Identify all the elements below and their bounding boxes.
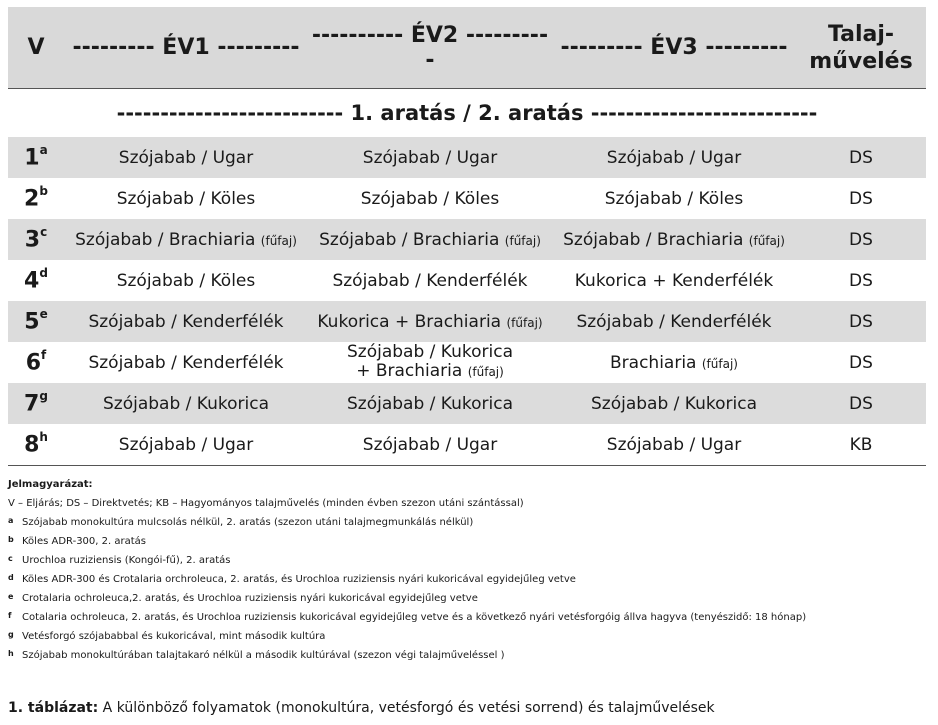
year1-cell: [64, 312, 308, 332]
legend-mark: c: [8, 554, 13, 563]
treatment-number-text: 6: [25, 350, 42, 376]
cell-text: Szójabab / Köles: [604, 188, 744, 209]
legend-item: [8, 551, 926, 570]
tillage-cell: [796, 148, 926, 168]
tillage-text: DS: [849, 147, 873, 168]
cell-text: Szójabab / Kukorica: [347, 393, 513, 414]
table-row: [8, 260, 926, 301]
year3-cell: [552, 230, 796, 250]
treatment-number: [8, 388, 64, 417]
table-row: [8, 219, 926, 260]
cell-text: Szójabab / Ugar: [118, 147, 254, 168]
treatment-number: [8, 429, 64, 458]
treatment-number-text: 3: [24, 227, 41, 253]
year3-cell: [552, 312, 796, 332]
cell-text: Kukorica + Brachiaria: [317, 311, 502, 332]
table-row: [8, 301, 926, 342]
treatment-footnote-mark: h: [39, 429, 48, 444]
legend-mark: b: [8, 535, 14, 544]
table-row: [8, 178, 926, 219]
tillage-cell: [796, 353, 926, 373]
legend-text: Köles ADR-300, 2. aratás: [22, 536, 146, 547]
treatment-footnote-mark: e: [39, 306, 48, 321]
legend-intro: V – Eljárás; DS – Direktvetés; KB – Hagyományos talajművelés (minden évben szezon utáni szántással): [8, 498, 524, 509]
treatment-number: [8, 265, 64, 294]
table-row: [8, 137, 926, 178]
treatment-number-text: 1: [24, 145, 40, 171]
year3-cell: [552, 435, 796, 455]
year3-cell: [552, 148, 796, 168]
cell-note: (fűfaj): [504, 233, 541, 248]
header-v: V: [27, 35, 45, 60]
cell-text: Szójabab / Brachiaria: [75, 229, 256, 250]
tillage-cell: [796, 230, 926, 250]
cell-text: Szójabab / Ugar: [362, 434, 498, 455]
harvest-label: -------------------------- 1. aratás / 2. aratás --------------------------: [8, 89, 926, 137]
legend-item: [8, 513, 926, 532]
treatment-footnote-mark: d: [39, 265, 48, 280]
header-talaj-line1: Talaj-: [827, 21, 895, 47]
year2-cell: [308, 230, 552, 250]
tillage-cell: [796, 312, 926, 332]
tillage-text: DS: [849, 229, 873, 250]
cell-text: Szójabab / Ugar: [606, 147, 742, 168]
treatment-number-text: 4: [24, 268, 40, 294]
tillage-cell: [796, 394, 926, 414]
year2-cell: [308, 271, 552, 291]
year3-cell: [552, 271, 796, 291]
treatment-number: [8, 183, 64, 212]
cell-text: Szójabab / Köles: [360, 188, 500, 209]
treatment-footnote-mark: c: [40, 224, 48, 239]
header-ev2: ---------- ÉV2 ----------: [311, 22, 549, 73]
tillage-text: DS: [849, 311, 873, 332]
cell-line: [308, 362, 552, 382]
tillage-cell: [796, 271, 926, 291]
legend-text: Szójabab monokultúrában talajtakaró nélkül a második kultúrával (szezon végi talajművelés​sel ): [22, 650, 505, 661]
cell-text: Szójabab / Köles: [116, 188, 256, 209]
header-talaj-line2: művelés: [809, 48, 913, 74]
header-ev1: --------- ÉV1 ---------: [72, 35, 300, 60]
treatment-number: [8, 142, 64, 171]
year2-cell: [308, 189, 552, 209]
caption-text: A különböző folyamatok (monokultúra, vetésforgó és vetési sorrend) és talajművelések: [98, 700, 715, 716]
cell-text: Kukorica + Kenderfélék: [574, 270, 774, 291]
legend-text: Vetésforgó szójababbal és kukoricával, mint második kultúra: [22, 631, 326, 642]
legend-mark: e: [8, 592, 14, 601]
legend-item: [8, 646, 926, 665]
cell-note: (fűfaj): [260, 233, 297, 248]
legend-text: Cotalaria ochroleuca, 2. aratás, és Urochloa ruziziensis kukoricával egyidejűleg vetve és a következő nyári vetésforgóig állva hagyva (tenyészidő: 18 hónap): [22, 612, 807, 623]
tillage-cell: [796, 189, 926, 209]
legend-mark: g: [8, 630, 14, 639]
legend-items: [8, 513, 926, 665]
cell-text: Szójabab / Ugar: [362, 147, 498, 168]
cell-line: [308, 343, 552, 362]
legend-text: Crotalaria ochroleuca,2. aratás, és Urochloa ruziziensis nyári kukoricával egyidejűleg vetve: [22, 593, 478, 604]
legend-item: [8, 608, 926, 627]
year1-cell: [64, 230, 308, 250]
legend-text: Szójabab monokultúra mulcsolás nélkül, 2. aratás (szezon utáni talajmegmunkálás nélkül): [22, 517, 474, 528]
year2-cell: [308, 343, 552, 382]
treatment-number: [8, 306, 64, 335]
treatment-number-text: 8: [24, 432, 40, 458]
legend-item: [8, 570, 926, 589]
year3-cell: [552, 353, 796, 373]
cell-text: Brachiaria: [610, 352, 697, 373]
table-header: [8, 7, 926, 89]
cell-note: (fűfaj): [748, 233, 785, 248]
legend-text: Köles ADR-300 és Crotalaria orchroleuca, 2. aratás, és Urochloa ruziziensis nyári kukoricával egyidejűleg vetve: [22, 574, 576, 585]
legend-mark: f: [8, 611, 12, 620]
cell-text: Szójabab / Kukorica: [103, 393, 269, 414]
treatment-number-text: 7: [24, 391, 40, 417]
cell-text: Szójabab / Kukorica: [347, 342, 513, 362]
cell-note: (fűfaj): [467, 365, 504, 379]
legend-item: [8, 589, 926, 608]
cell-text: Szójabab / Ugar: [606, 434, 742, 455]
tillage-text: DS: [849, 352, 873, 373]
legend: [8, 466, 926, 665]
legend-item: [8, 627, 926, 646]
year3-cell: [552, 394, 796, 414]
year2-cell: [308, 394, 552, 414]
cell-text: Szójabab / Kukorica: [591, 393, 757, 414]
table: [8, 7, 926, 665]
header-ev3: --------- ÉV3 ---------: [560, 35, 788, 60]
tillage-text: KB: [849, 434, 873, 455]
treatment-number-text: 5: [24, 309, 40, 335]
cell-text: + Brachiaria: [356, 361, 463, 381]
cell-text: Szójabab / Kenderfélék: [88, 311, 284, 332]
tillage-text: DS: [849, 188, 873, 209]
treatment-footnote-mark: a: [39, 142, 48, 157]
treatment-footnote-mark: f: [41, 347, 47, 362]
legend-mark: d: [8, 573, 14, 582]
cell-text: Szójabab / Ugar: [118, 434, 254, 455]
legend-title: Jelmagyarázat:: [8, 479, 93, 490]
year1-cell: [64, 148, 308, 168]
legend-text: Urochloa ruziziensis (Kongói-fű), 2. aratás: [22, 555, 231, 566]
cell-text: Szójabab / Brachiaria: [319, 229, 500, 250]
table-caption: [8, 700, 715, 716]
year1-cell: [64, 271, 308, 291]
legend-mark: a: [8, 516, 14, 525]
cell-text: Szójabab / Kenderfélék: [576, 311, 772, 332]
table-row: [8, 383, 926, 424]
cell-text: Szójabab / Brachiaria: [563, 229, 744, 250]
legend-item: [8, 532, 926, 551]
year1-cell: [64, 394, 308, 414]
treatment-number: [8, 347, 64, 376]
table-row: [8, 342, 926, 383]
treatment-number-text: 2: [24, 186, 40, 212]
treatment-footnote-mark: b: [39, 183, 48, 198]
tillage-text: DS: [849, 270, 873, 291]
treatment-number: [8, 224, 64, 253]
table-body: [8, 137, 926, 465]
table-row: [8, 424, 926, 465]
year3-cell: [552, 189, 796, 209]
year1-cell: [64, 435, 308, 455]
year1-cell: [64, 189, 308, 209]
cell-note: (fűfaj): [506, 315, 543, 330]
year1-cell: [64, 353, 308, 373]
legend-mark: h: [8, 649, 14, 658]
cell-text: Szójabab / Köles: [116, 270, 256, 291]
caption-label: 1. táblázat:: [8, 700, 99, 716]
cell-note: (fűfaj): [701, 356, 738, 371]
year2-cell: [308, 148, 552, 168]
cell-text: Szójabab / Kenderfélék: [88, 352, 284, 373]
tillage-cell: [796, 435, 926, 455]
tillage-text: DS: [849, 393, 873, 414]
year2-cell: [308, 435, 552, 455]
treatment-footnote-mark: g: [39, 388, 48, 403]
header-talajmuveles: [796, 21, 926, 75]
cell-text: Szójabab / Kenderfélék: [332, 270, 528, 291]
year2-cell: [308, 312, 552, 332]
